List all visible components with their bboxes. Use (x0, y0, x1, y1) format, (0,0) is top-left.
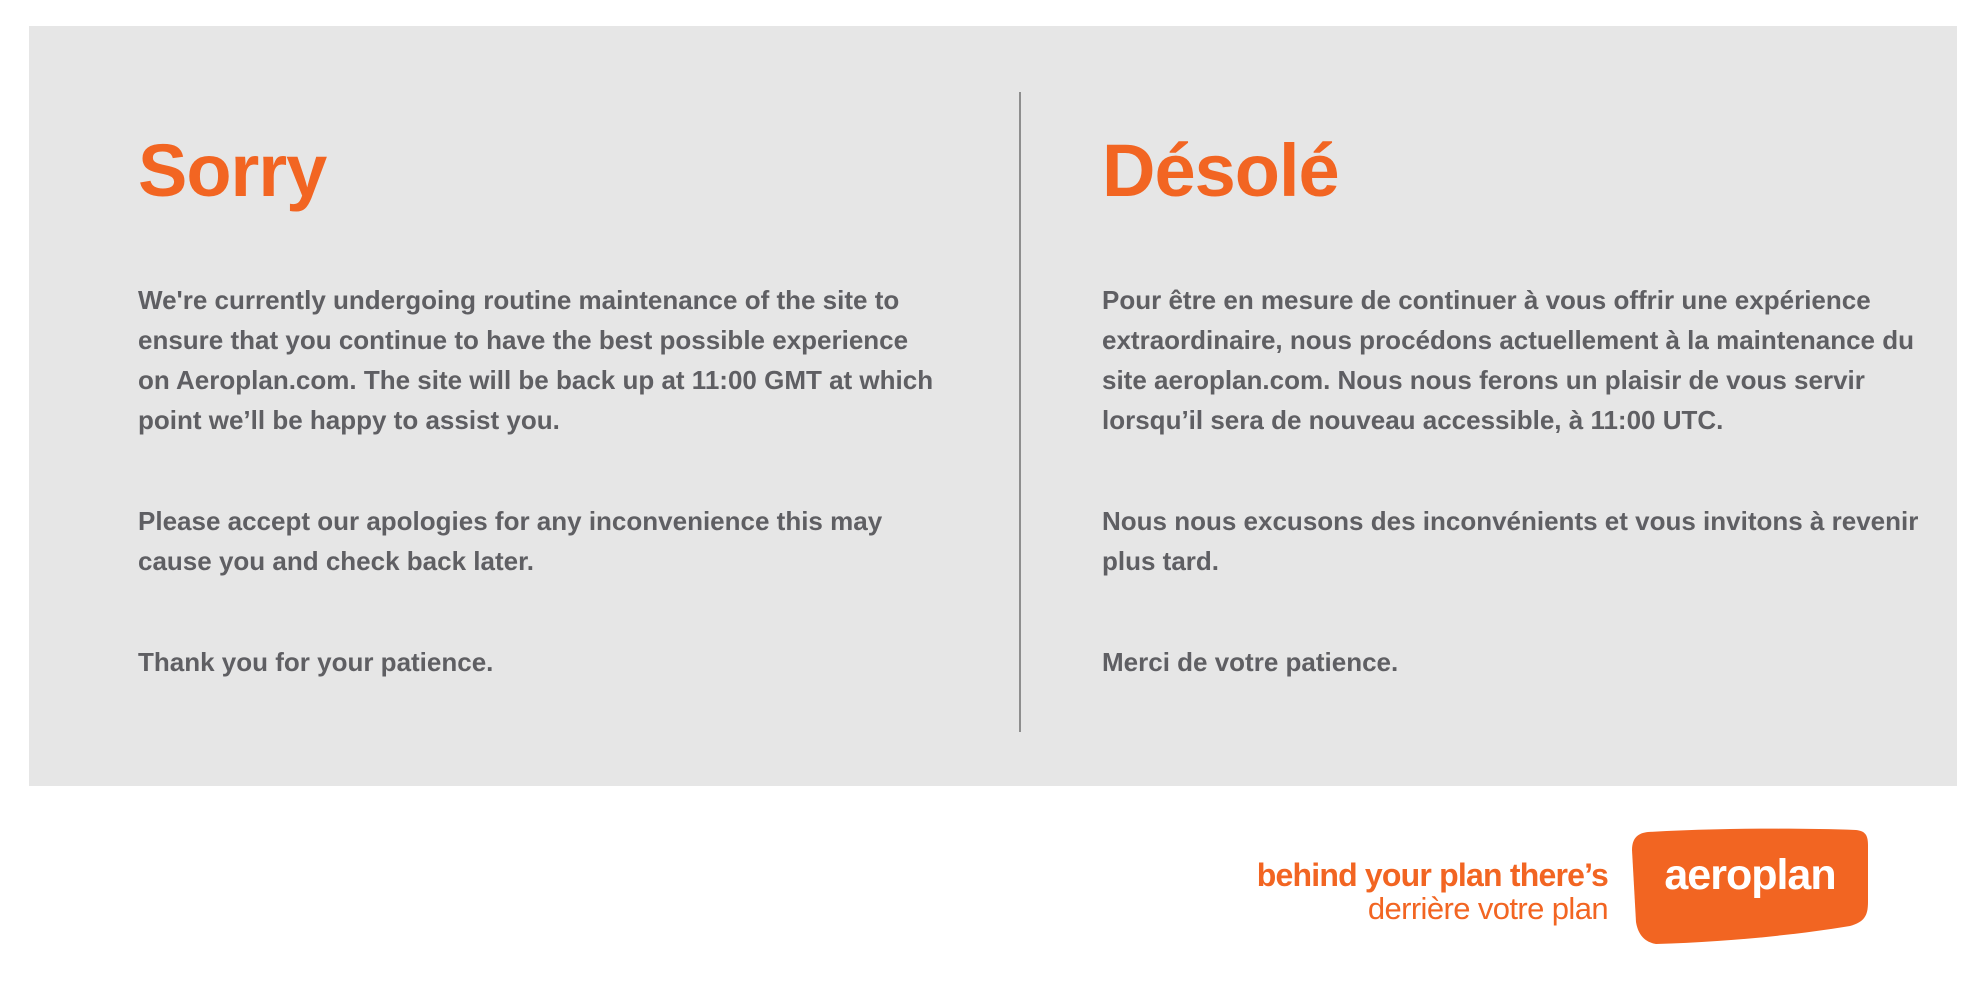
french-paragraph-apology: Nous nous excusons des inconvénients et vous invitons à revenir plus tard. (1102, 506, 1919, 576)
french-paragraph-thanks: Merci de votre patience. (1102, 647, 1399, 677)
column-divider (1019, 92, 1021, 732)
english-paragraph-apology: Please accept our apologies for any inconvenience this may cause you and check back later. (138, 506, 883, 576)
brand-tagline (1257, 858, 1608, 926)
logo-wordmark: aeroplan (1664, 851, 1836, 899)
tagline-french: derrière votre plan (1367, 891, 1608, 926)
english-paragraph-thanks: Thank you for your patience. (138, 647, 494, 677)
french-message (1102, 126, 1922, 682)
aeroplan-logo (1630, 828, 1870, 944)
maintenance-panel (29, 26, 1957, 786)
french-paragraph-maintenance: Pour être en mesure de continuer à vous offrir une expérience extraordinaire, nous procédons actuellement à la maintenance du site aeroplan.com. Nous nous ferons un plaisir de vous servir lorsqu’il sera de nouveau accessible, à 11:00 UTC. (1102, 285, 1915, 435)
english-message (138, 126, 938, 682)
brand-footer (1200, 828, 1880, 948)
english-heading: Sorry (138, 129, 327, 212)
english-paragraph-maintenance: We're currently undergoing routine maintenance of the site to ensure that you continue to have the best possible experience on Aeroplan.com. The site will be back up at 11:00 GMT at which point we’ll be happy to assist you. (138, 285, 934, 435)
french-heading: Désolé (1102, 129, 1339, 212)
tagline-english: behind your plan there’s (1256, 857, 1608, 893)
